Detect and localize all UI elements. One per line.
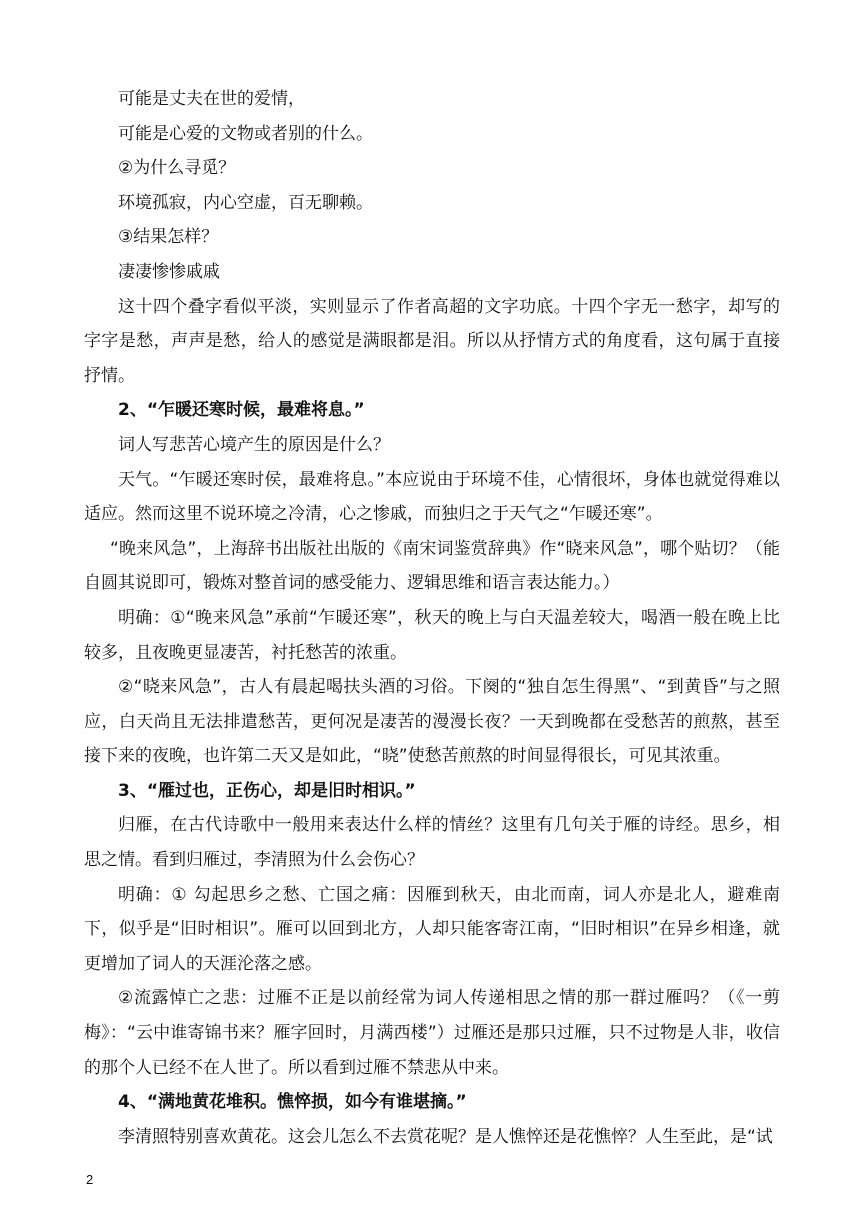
paragraph-3: 环境孤寂，内心空虚，百无聊赖。: [118, 192, 373, 213]
paragraph-17: 4、“满地黄花堆积。憔悴损，如今有谁堪摘。”: [118, 1092, 467, 1113]
paragraph-5: 凄凄惨惨戚戚: [118, 261, 220, 282]
document-page: [84, 82, 780, 1154]
paragraph-15: 明确：① 勾起思乡之愁、亡国之痛：因雁到秋天，由北而南，词人亦是北人，避难南下，似乎是“旧时相识”。雁可以回到北方，人却只能客寄江南，“旧时相识”在异乡相逢，就更增加了词人的天涯沦落之感。: [84, 884, 780, 974]
paragraph-10: “晚来风急”，上海辞书出版社出版的《南宋词鉴赏辞典》作“晓来风急”，哪个贴切？（能自圆其说即可，锻炼对整首词的感受能力、逻辑思维和语言表达能力。）: [84, 538, 780, 594]
paragraph-7: 2、“乍暖还寒时候，最难将息。”: [118, 400, 365, 421]
paragraph-16: ②流露悼亡之悲：过雁不正是以前经常为词人传递相思之情的那一群过雁吗？（《一剪梅》：“云中谁寄锦书来？雁字回时，月满西楼”）过雁还是那只过雁，只不过物是人非，收信的那个人已经不在人世了。所以看到过雁不禁悲从中来。: [84, 988, 780, 1078]
paragraph-1: 可能是心爱的文物或者别的什么。: [118, 123, 373, 144]
paragraph-13: 3、“雁过也，正伤心，却是旧时相识。”: [118, 780, 416, 801]
paragraph-18: 李清照特别喜欢黄花。这会儿怎么不去赏花呢？是人憔悴还是花憔悴？人生至此，是“试: [118, 1126, 773, 1147]
paragraph-0: 可能是丈夫在世的爱情，: [118, 89, 305, 109]
paragraph-8: 词人写悲苦心境产生的原因是什么？: [118, 434, 390, 455]
page-number: 2: [86, 1172, 94, 1187]
paragraph-12: ②“晓来风急”，古人有晨起喝扶头酒的习俗。下阕的“独自怎生得黑”、“到黄昏”与之照应，白天尚且无法排遣愁苦，更何况是凄苦的漫漫长夜？一天到晚都在受愁苦的煎熬，甚至接下来的夜晚，也许第二天又是如此，“晓”使愁苦煎熬的时间显得很长，可见其浓重。: [84, 677, 780, 767]
paragraph-11: 明确：①“晚来风急”承前“乍暖还寒”，秋天的晚上与白天温差较大，喝酒一般在晚上比较多，且夜晚更显凄苦，衬托愁苦的浓重。: [84, 607, 780, 663]
paragraph-4: ③结果怎样？: [118, 227, 219, 248]
paragraph-14: 归雁，在古代诗歌中一般用来表达什么样的情丝？这里有几句关于雁的诗经。思乡，相思之情。看到归雁过，李清照为什么会伤心？: [84, 815, 780, 871]
paragraph-9: 天气。“乍暖还寒时侯，最难将息。”本应说由于环境不佳，心情很坏，身体也就觉得难以适应。然而这里不说环境之冷清，心之惨戚，而独归之于天气之“乍暖还寒”。: [84, 469, 780, 525]
paragraph-6: 这十四个叠字看似平淡，实则显示了作者高超的文字功底。十四个字无一愁字，却写的字字是愁，声声是愁，给人的感觉是满眼都是泪。所以从抒情方式的角度看，这句属于直接抒情。: [84, 296, 780, 386]
paragraph-2: ②为什么寻觅？: [118, 158, 236, 179]
